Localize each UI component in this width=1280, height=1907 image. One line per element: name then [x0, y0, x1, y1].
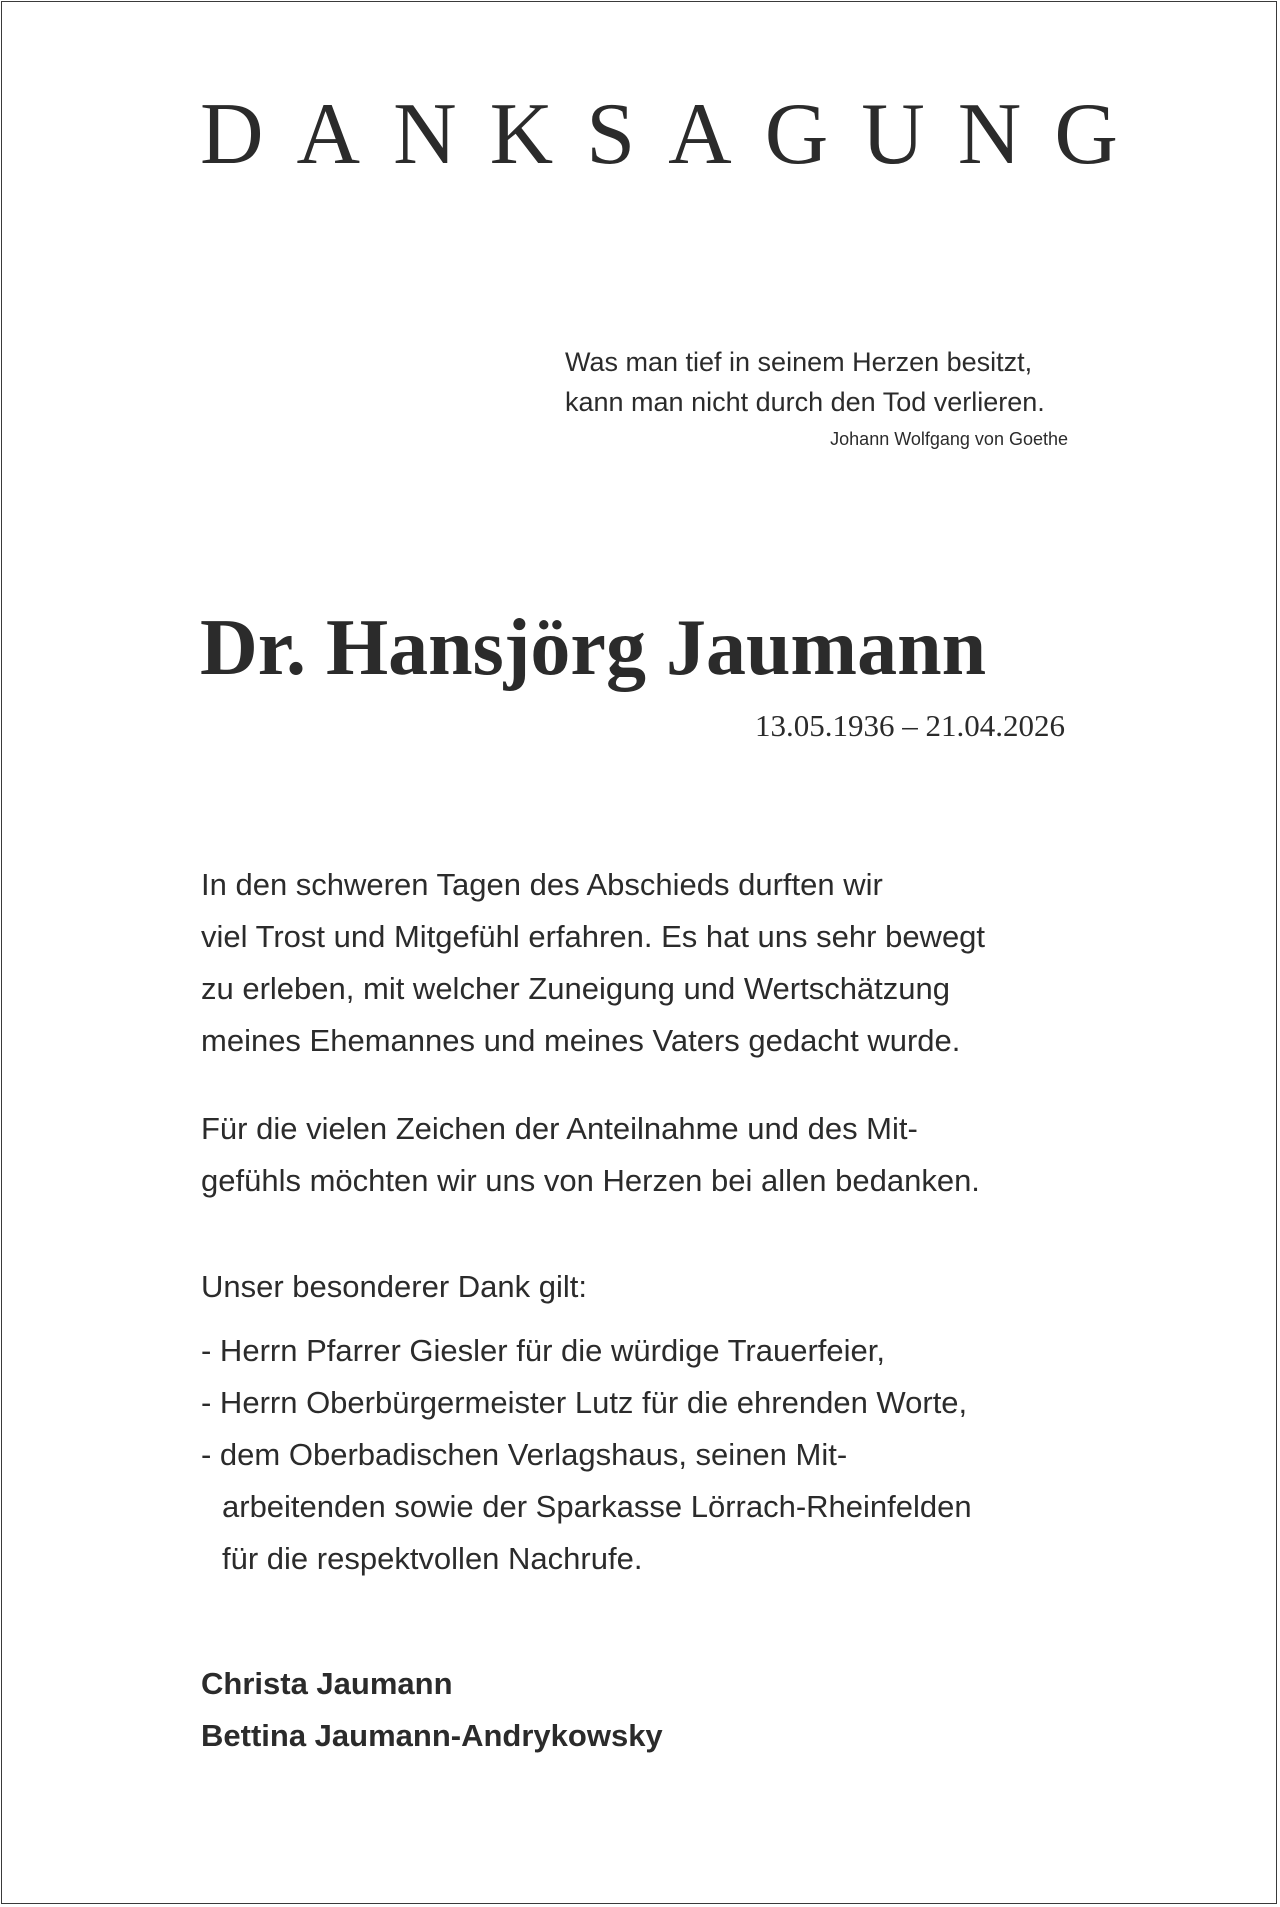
thanks-paragraph — [201, 859, 1081, 1067]
list-item-continuation: arbeitenden sowie der Sparkasse Lörrach-Rheinfelden — [222, 1489, 972, 1524]
list-item: - Herrn Oberbürgermeister Lutz für die ehrenden Worte, — [201, 1385, 968, 1420]
thanks-list — [201, 1325, 1081, 1585]
list-item: - Herrn Pfarrer Giesler für die würdige Trauerfeier, — [201, 1333, 885, 1368]
paragraph-line: In den schweren Tagen des Abschieds durften wir — [201, 867, 883, 902]
list-item: - dem Oberbadischen Verlagshaus, seinen Mit- — [201, 1437, 848, 1472]
paragraph-line: Für die vielen Zeichen der Anteilnahme und des Mit- — [201, 1111, 918, 1146]
gratitude-paragraph — [201, 1103, 1081, 1207]
quote-author: Johann Wolfgang von Goethe — [830, 429, 1068, 449]
special-thanks-intro — [201, 1261, 1081, 1313]
page-title: DANKSAGUNG — [200, 86, 1151, 183]
paragraph-line: viel Trost und Mitgefühl erfahren. Es hat uns sehr bewegt — [201, 919, 986, 954]
life-dates: 13.05.1936 – 21.04.2026 — [755, 708, 1065, 743]
quote-block — [565, 342, 1068, 452]
paragraph-line: zu erleben, mit welcher Zuneigung und Wertschätzung — [201, 971, 951, 1006]
list-item-continuation: für die respektvollen Nachrufe. — [222, 1541, 643, 1576]
signature-name: Bettina Jaumann-Andrykowsky — [201, 1718, 663, 1753]
paragraph-line: gefühls möchten wir uns von Herzen bei allen bedanken. — [201, 1163, 980, 1198]
signatures — [201, 1658, 1001, 1762]
deceased-name: Dr. Hansjörg Jaumann — [200, 604, 987, 692]
quote-line: kann man nicht durch den Tod verlieren. — [565, 387, 1045, 417]
quote-line: Was man tief in seinem Herzen besitzt, — [565, 347, 1033, 377]
signature-name: Christa Jaumann — [201, 1666, 453, 1701]
paragraph-line: meines Ehemannes und meines Vaters gedacht wurde. — [201, 1023, 961, 1058]
paragraph-line: Unser besonderer Dank gilt: — [201, 1269, 587, 1304]
